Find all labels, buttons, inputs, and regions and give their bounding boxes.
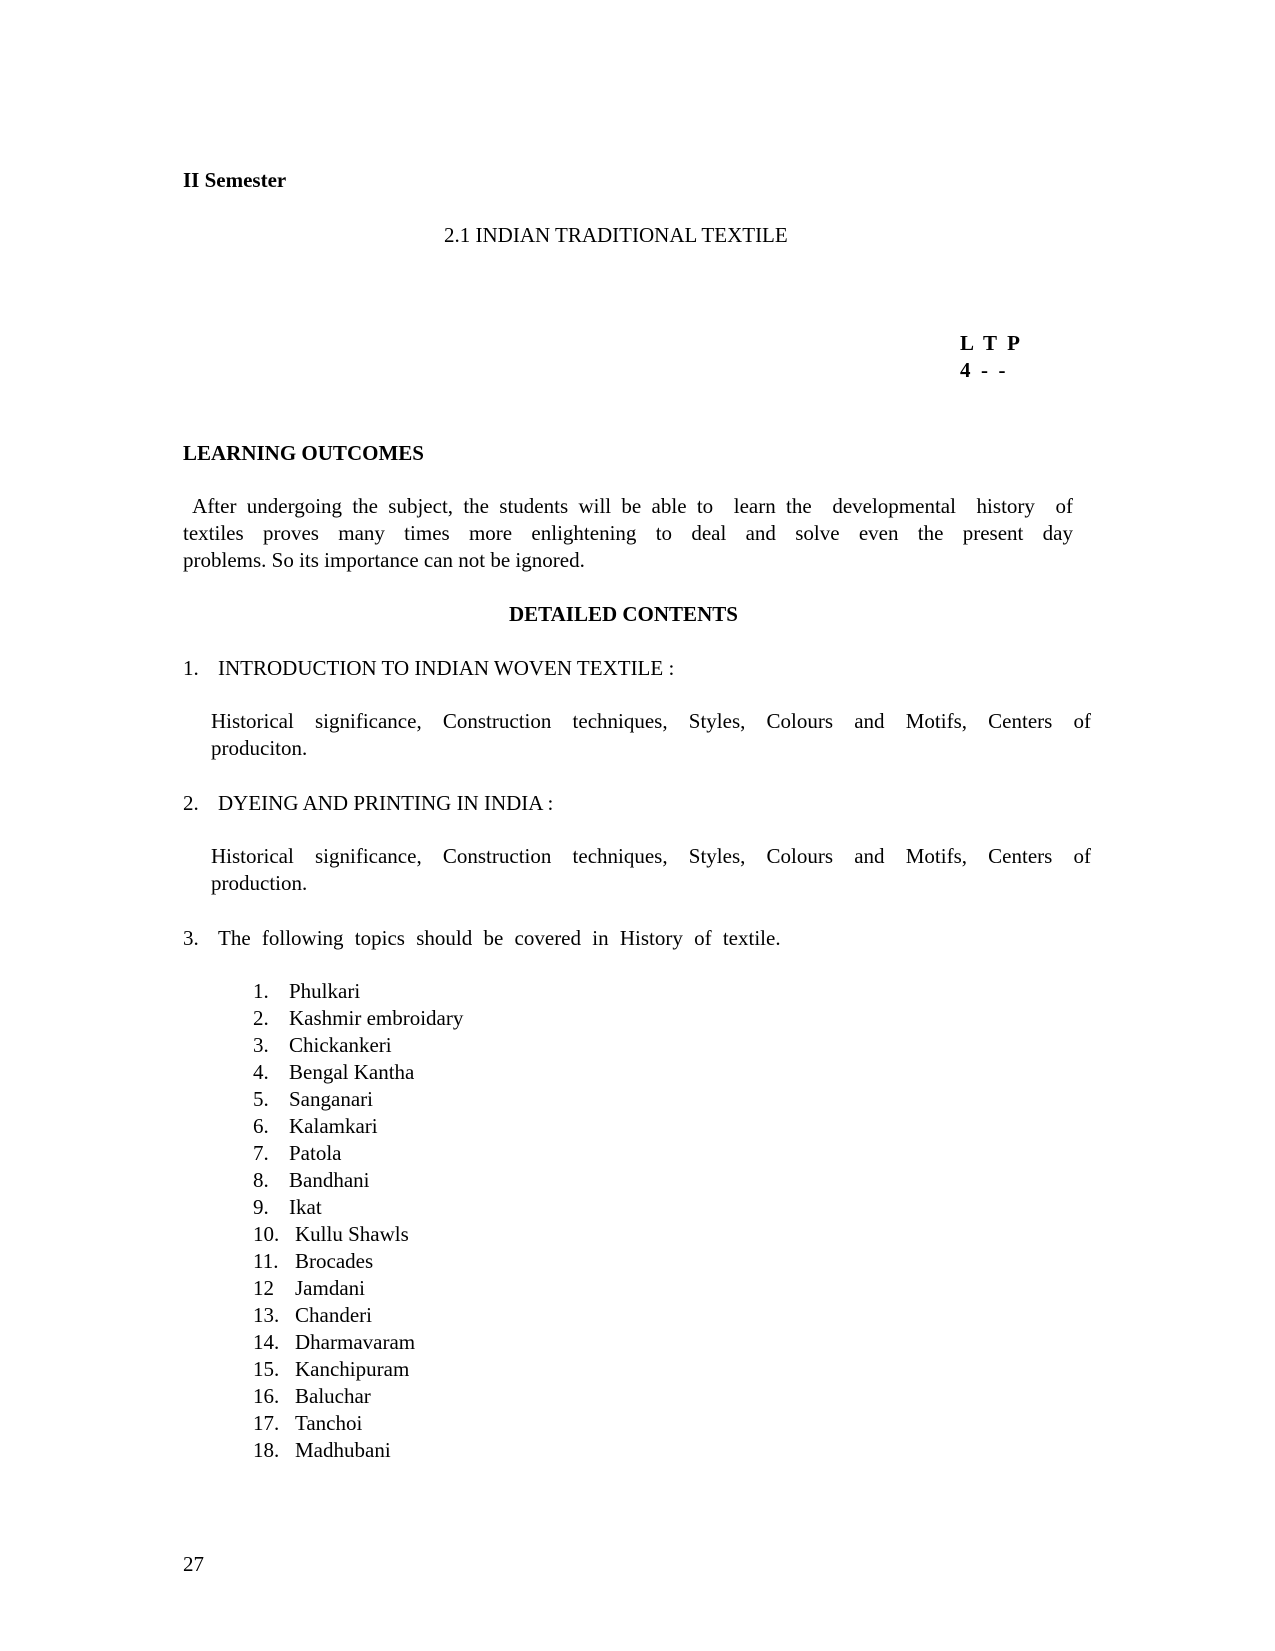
- list-item-number: 8.: [253, 1168, 269, 1192]
- list-item-number: 1.: [253, 979, 269, 1003]
- list-item-label: Madhubani: [295, 1438, 391, 1462]
- list-item-number: 3.: [253, 1033, 269, 1057]
- list-item-label: Brocades: [295, 1249, 374, 1273]
- list-item-number: 16.: [253, 1384, 280, 1408]
- list-item: [253, 1383, 463, 1410]
- list-item-label: Bandhani: [289, 1168, 370, 1192]
- list-item-number: 17.: [253, 1411, 280, 1435]
- list-item-number: 10.: [253, 1222, 280, 1246]
- topic-list: [253, 978, 463, 1464]
- ltp-block: [960, 330, 1020, 384]
- list-item: [253, 1167, 463, 1194]
- list-item: [253, 1221, 463, 1248]
- list-item-number: 12: [253, 1276, 274, 1300]
- section-title: INTRODUCTION TO INDIAN WOVEN TEXTILE :: [218, 656, 675, 680]
- semester-label: II Semester: [183, 168, 287, 192]
- section-body: [211, 843, 1091, 897]
- section-body-line: Historical significance, Construction techniques, Styles, Colours and Motifs, Centers of: [211, 709, 1091, 733]
- ltp-header: L T P: [960, 331, 1020, 355]
- learning-outcomes-heading: LEARNING OUTCOMES: [183, 441, 424, 465]
- section-heading: [183, 925, 781, 952]
- paragraph-line: After undergoing the subject, the students will be able to learn the developmental history of: [183, 494, 1073, 518]
- list-item-number: 18.: [253, 1438, 280, 1462]
- list-item-number: 4.: [253, 1060, 269, 1084]
- list-item-label: Chanderi: [295, 1303, 372, 1327]
- list-item-label: Kalamkari: [289, 1114, 378, 1138]
- list-item-label: Kashmir embroidary: [289, 1006, 464, 1030]
- list-item-number: 14.: [253, 1330, 280, 1354]
- list-item: [253, 1032, 463, 1059]
- section-number: 1.: [183, 656, 199, 680]
- section-number: 2.: [183, 791, 199, 815]
- list-item: [253, 1059, 463, 1086]
- list-item-label: Bengal Kantha: [289, 1060, 415, 1084]
- list-item: [253, 1140, 463, 1167]
- list-item: [253, 1437, 463, 1464]
- list-item-number: 6.: [253, 1114, 269, 1138]
- list-item-label: Sanganari: [289, 1087, 373, 1111]
- section-body-line: Historical significance, Construction techniques, Styles, Colours and Motifs, Centers of: [211, 844, 1091, 868]
- list-item-label: Kullu Shawls: [295, 1222, 409, 1246]
- ltp-values: 4 - -: [960, 358, 1006, 382]
- list-item: [253, 1086, 463, 1113]
- list-item: [253, 978, 463, 1005]
- section-body: [211, 708, 1091, 762]
- section-title: The following topics should be covered in History of textile.: [218, 926, 781, 950]
- section-body-line: production.: [211, 871, 308, 895]
- list-item-number: 13.: [253, 1303, 280, 1327]
- list-item-label: Ikat: [289, 1195, 322, 1219]
- list-item: [253, 1005, 463, 1032]
- list-item: [253, 1248, 463, 1275]
- section-number: 3.: [183, 926, 199, 950]
- list-item-number: 15.: [253, 1357, 280, 1381]
- list-item: [253, 1275, 463, 1302]
- section-heading: [183, 655, 674, 682]
- list-item-number: 5.: [253, 1087, 269, 1111]
- page-number: 27: [183, 1552, 204, 1576]
- list-item: [253, 1194, 463, 1221]
- list-item-label: Phulkari: [289, 979, 361, 1003]
- list-item-label: Patola: [289, 1141, 342, 1165]
- list-item: [253, 1113, 463, 1140]
- list-item-number: 7.: [253, 1141, 269, 1165]
- list-item: [253, 1410, 463, 1437]
- course-title: 2.1 INDIAN TRADITIONAL TEXTILE: [444, 223, 788, 247]
- list-item: [253, 1302, 463, 1329]
- list-item-number: 2.: [253, 1006, 269, 1030]
- list-item-label: Baluchar: [295, 1384, 371, 1408]
- list-item: [253, 1356, 463, 1383]
- list-item-label: Chickankeri: [289, 1033, 392, 1057]
- list-item-number: 11.: [253, 1249, 279, 1273]
- paragraph-line: textiles proves many times more enlightening to deal and solve even the present day: [183, 521, 1073, 545]
- section-body-line: produciton.: [211, 736, 308, 760]
- section-heading: [183, 790, 553, 817]
- detailed-contents-heading: DETAILED CONTENTS: [509, 602, 738, 626]
- list-item-label: Dharmavaram: [295, 1330, 416, 1354]
- list-item-label: Jamdani: [295, 1276, 365, 1300]
- learning-outcomes-paragraph: [183, 493, 1073, 574]
- list-item-label: Kanchipuram: [295, 1357, 410, 1381]
- list-item: [253, 1329, 463, 1356]
- list-item-label: Tanchoi: [295, 1411, 363, 1435]
- paragraph-line: problems. So its importance can not be ignored.: [183, 548, 585, 572]
- list-item-number: 9.: [253, 1195, 269, 1219]
- section-title: DYEING AND PRINTING IN INDIA :: [218, 791, 554, 815]
